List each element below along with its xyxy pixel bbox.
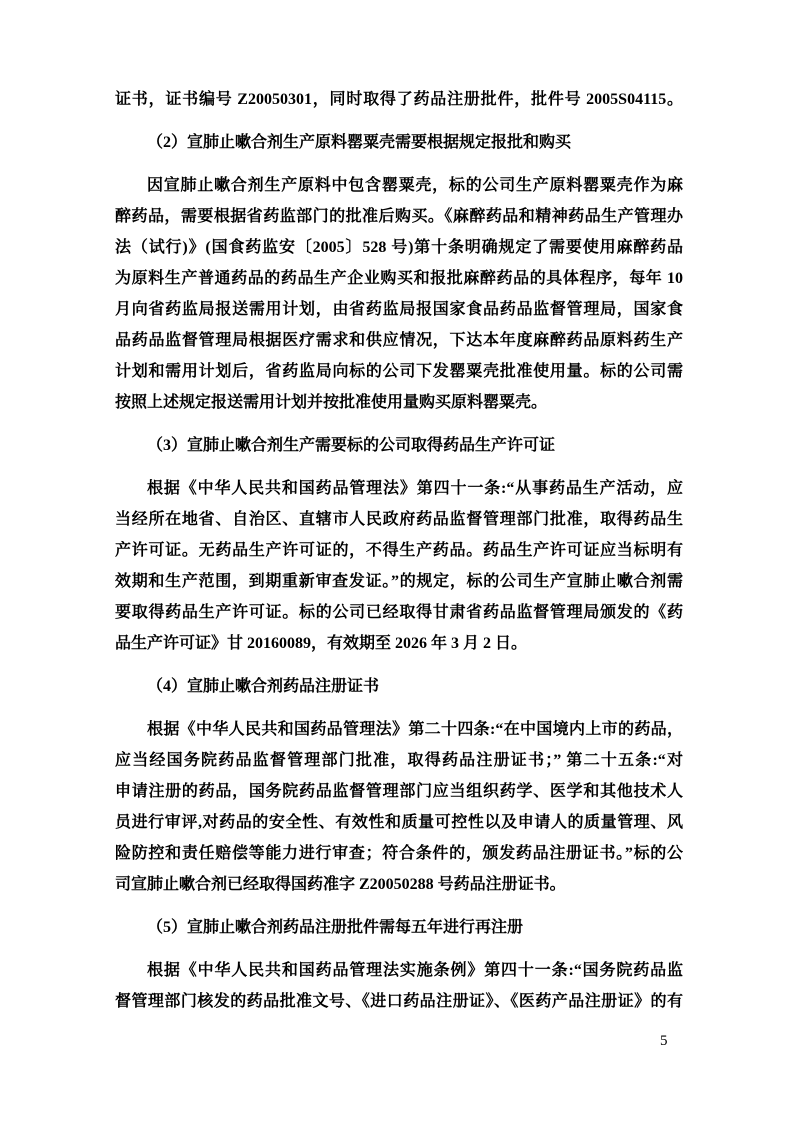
text-line: 品药品监督管理局根据医疗需求和供应情况，下达本年度麻醉药品原料药生产	[115, 332, 683, 349]
section-heading: （5）宣肺止嗽合剂药品注册批件需每五年进行再注册	[147, 919, 524, 936]
text-line: 计划和需用计划后，省药监局向标的公司下发罂粟壳批准使用量。标的公司需	[115, 363, 683, 380]
text-line: 司宣肺止嗽合剂已经取得国药准字 Z20050288 号药品注册证书。	[115, 876, 566, 893]
text-line: 按照上述规定报送需用计划并按批准使用量购买原料罂粟壳。	[115, 394, 548, 411]
section-heading: （2）宣肺止嗽合剂生产原料罂粟壳需要根据规定报批和购买	[147, 134, 572, 151]
text-line: 督管理部门核发的药品批准文号、《进口药品注册证》、《医药产品注册证》的有	[115, 993, 683, 1010]
document-content	[115, 84, 683, 1017]
text-line: 应当经国务院药品监督管理部门批准，取得药品注册证书；” 第二十五条:“对	[115, 752, 683, 769]
text-line: 醉药品，需要根据省药监部门的批准后购买。《麻醉药品和精神药品生产管理办	[115, 208, 683, 225]
text-line: 因宣肺止嗽合剂生产原料中包含罂粟壳，标的公司生产原料罂粟壳作为麻	[147, 177, 683, 194]
text-line: 员进行审评,对药品的安全性、有效性和质量可控性以及申请人的质量管理、风	[115, 814, 683, 831]
text-line: 要取得药品生产许可证。标的公司已经取得甘肃省药品监督管理局颁发的《药	[115, 604, 683, 621]
text-line: 当经所在地省、自治区、直辖市人民政府药品监督管理部门批准，取得药品生	[115, 511, 683, 528]
text-line: 根据《中华人民共和国药品管理法》第二十四条:“在中国境内上市的药品，	[147, 721, 683, 738]
text-line: 效期和生产范围，到期重新审查发证。”的规定，标的公司生产宣肺止嗽合剂需	[115, 573, 683, 590]
text-line: 申请注册的药品，国务院药品监督管理部门应当组织药学、医学和其他技术人	[115, 783, 683, 800]
text-line: 根据《中华人民共和国药品管理法》第四十一条:“从事药品生产活动，应	[147, 480, 683, 497]
section-heading: （4）宣肺止嗽合剂药品注册证书	[147, 678, 380, 695]
text-line: 月向省药监局报送需用计划，由省药监局报国家食品药品监督管理局，国家食	[115, 301, 683, 318]
text-line: 为原料生产普通药品的药品生产企业购买和报批麻醉药品的具体程序，每年 10	[115, 270, 683, 287]
text-line: 品生产许可证》甘 20160089，有效期至 2026 年 3 月 2 日。	[115, 635, 528, 652]
text-line: 根据《中华人民共和国药品管理法实施条例》第四十一条:“国务院药品监	[147, 962, 683, 979]
page-number: 5	[660, 1033, 668, 1049]
text-line: 证书，证书编号 Z20050301，同时取得了药品注册批件，批件号 2005S04115。	[115, 91, 683, 108]
text-line: 险防控和责任赔偿等能力进行审查；符合条件的，颁发药品注册证书。”标的公	[115, 845, 683, 862]
text-line: 产许可证。无药品生产许可证的，不得生产药品。药品生产许可证应当标明有	[115, 542, 683, 559]
section-heading: （3）宣肺止嗽合剂生产需要标的公司取得药品生产许可证	[147, 437, 556, 454]
text-line: 法（试行)》(国食药监安〔2005〕528 号)第十条明确规定了需要使用麻醉药品	[115, 239, 683, 256]
